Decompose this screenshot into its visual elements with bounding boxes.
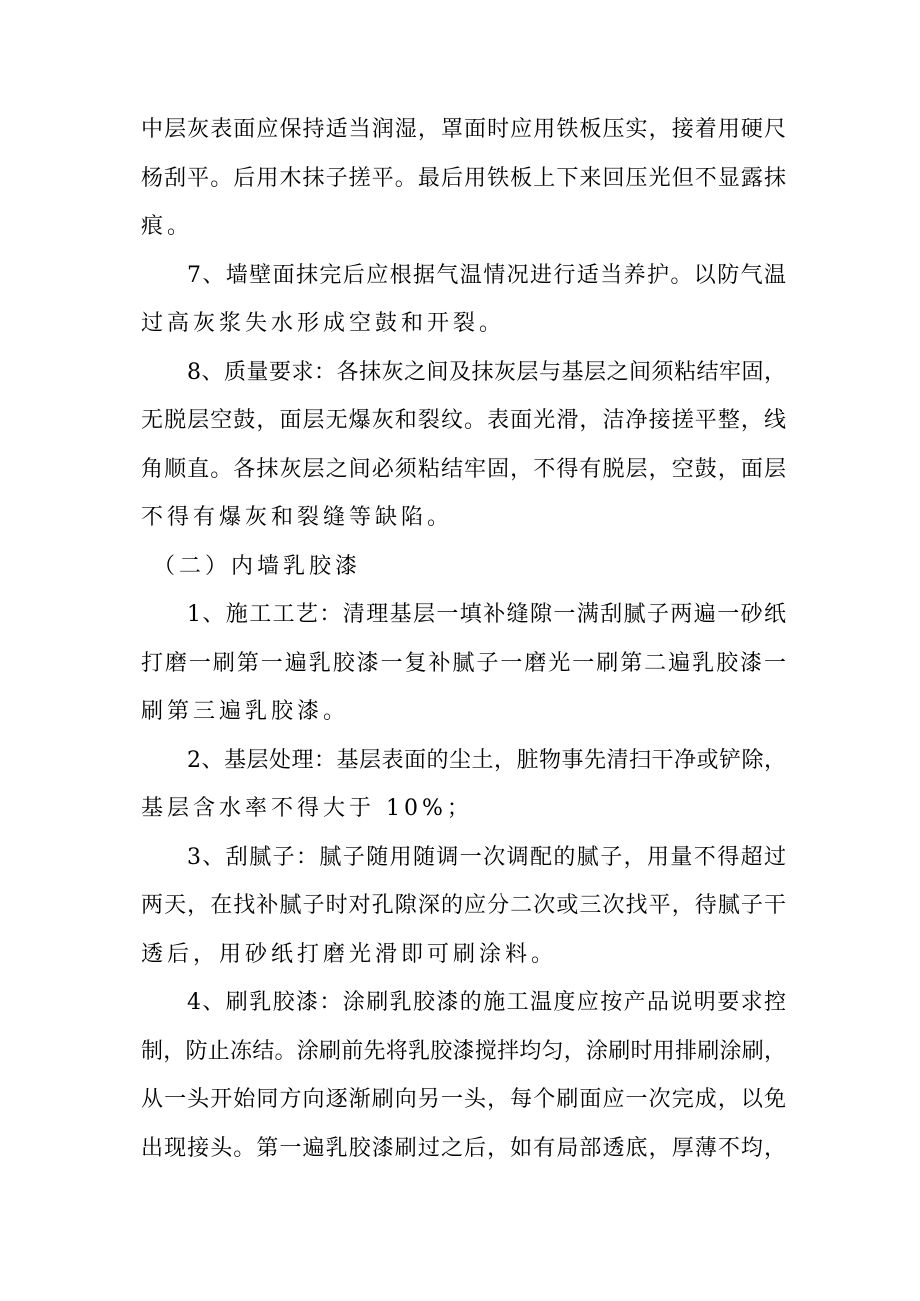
- section-heading: [141, 543, 786, 592]
- text-line: 中层灰表面应保持适当润湿，罩面时应用铁板压实，接着用硬尺: [141, 117, 786, 142]
- heading-text: （二）内墙乳胶漆: [153, 553, 362, 579]
- text-line: 4、刷乳胶漆：涂刷乳胶漆的施工温度应按产品说明要求控: [187, 990, 786, 1015]
- text-line: 7、墙壁面抹完后应根据气温情况进行适当养护。以防气温: [187, 262, 786, 288]
- paragraph-4: [141, 979, 786, 1173]
- paragraph-1: [141, 591, 786, 737]
- text-line: 透后，用砂纸打磨光滑即可刷涂料。: [141, 941, 558, 967]
- text-line: 无脱层空鼓，面层无爆灰和裂纹。表面光滑，洁净接搓平整，线: [141, 408, 786, 433]
- text-line: 2、基层处理：基层表面的尘土，脏物事先清扫干净或铲除，: [187, 747, 786, 773]
- text-line: 基层含水率不得大于 10%；: [141, 796, 473, 821]
- text-line: 两天，在找补腻子时对孔隙深的应分二次或三次找平，待腻子干: [141, 893, 786, 918]
- paragraph-7: [141, 252, 786, 349]
- text-line: 过高灰浆失水形成空鼓和开裂。: [141, 311, 506, 336]
- text-line: 杨刮平。后用木抹子搓平。最后用铁板上下来回压光但不显露抹: [141, 165, 786, 191]
- text-line: 1、施工工艺：清理基层一填补缝隙一满刮腻子两遍一砂纸: [187, 602, 786, 627]
- text-line: 8、质量要求：各抹灰之间及抹灰层与基层之间须粘结牢固，: [187, 359, 786, 385]
- text-line: 制，防止冻结。涂刷前先将乳胶漆搅拌均匀，涂刷时用排刷涂刷，: [141, 1038, 786, 1064]
- paragraph-intro: [141, 106, 786, 252]
- text-line: 出现接头。第一遍乳胶漆刷过之后，如有局部透底，厚薄不均，: [141, 1135, 786, 1161]
- text-line: 痕。: [141, 214, 194, 239]
- text-line: 从一头开始同方向逐渐刷向另一头，每个刷面应一次完成，以免: [141, 1087, 786, 1112]
- text-line: 角顺直。各抹灰层之间必须粘结牢固，不得有脱层，空鼓，面层: [141, 456, 786, 482]
- text-line: 打磨一刷第一遍乳胶漆一复补腻子一磨光一刷第二遍乳胶漆一: [141, 650, 786, 676]
- text-line: 刷第三遍乳胶漆。: [141, 699, 350, 724]
- paragraph-2: [141, 737, 786, 834]
- text-line: 3、刮腻子：腻子随用随调一次调配的腻子，用量不得超过: [187, 844, 786, 870]
- paragraph-3: [141, 834, 786, 980]
- document-body: [141, 106, 786, 1173]
- paragraph-8: [141, 349, 786, 543]
- text-line: 不得有爆灰和裂缝等缺陷。: [141, 505, 454, 530]
